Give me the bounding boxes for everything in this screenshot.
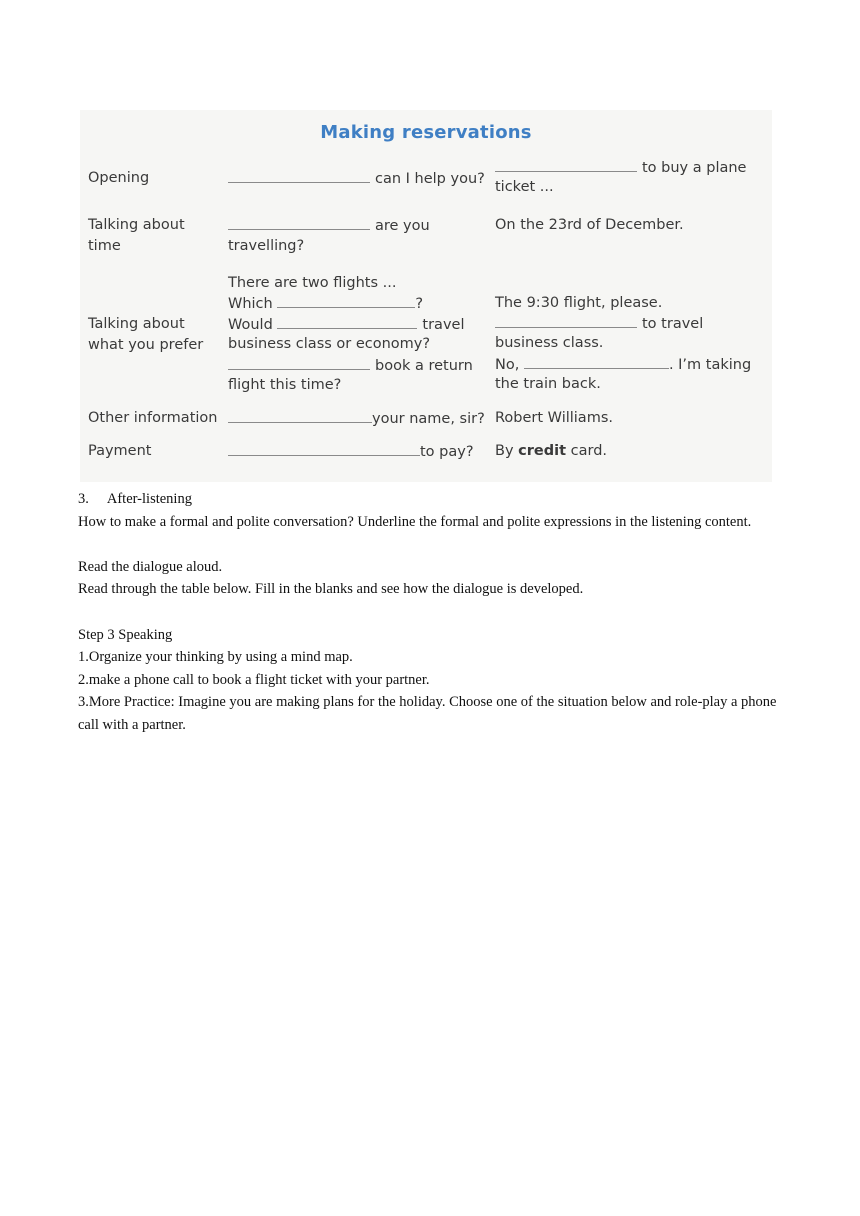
category-opening: Opening [88,170,150,186]
time-right: On the 23rd of December. [495,217,684,233]
prefer-mid-6: flight this time? [228,377,342,393]
opening-right-2: ticket ... [495,179,554,195]
category-other: Other information [88,410,218,426]
blank [228,168,370,183]
instruction-read-aloud: Read the dialogue aloud. [78,559,223,575]
step3-heading: Step 3 Speaking [78,627,173,643]
prefer-mid-5: book a return [228,355,473,376]
section-heading [78,488,778,511]
other-mid: your name, sir? [228,408,485,429]
instruction-underline: How to make a formal and polite conversation? Underline the formal and polite expressions in the listening content. [78,514,752,530]
blank [228,441,420,456]
category-time-1: Talking about [88,217,185,233]
category-payment: Payment [88,443,152,459]
prefer-right-3: business class. [495,335,604,351]
blank [228,355,370,370]
step3-item-3: 3.More Practice: Imagine you are making plans for the holiday. Choose one of the situation below and role-play a phone call with a partner. [78,694,777,733]
instruction-fill-blanks: Read through the table below. Fill in the blanks and see how the dialogue is developed. [78,581,584,597]
prefer-mid-4: business class or economy? [228,336,431,352]
payment-mid: to pay? [228,441,474,462]
prefer-right-4: No, . I’m taking [495,354,751,375]
blank [495,157,637,172]
blank [228,408,372,423]
blank [228,215,370,230]
step3-item-2: 2.make a phone call to book a flight ticket with your partner. [78,672,430,688]
blank [277,293,415,308]
category-prefer-1: Talking about [88,316,185,332]
blank [277,314,417,329]
section-number: 3. [78,491,89,507]
time-mid-1: are you [228,215,430,236]
section-title: After-listening [106,491,192,507]
prefer-right-5: the train back. [495,376,601,392]
blank [524,354,669,369]
prefer-mid-2: Which ? [228,293,423,314]
opening-right-1: to buy a plane [495,157,746,178]
prefer-right-2: to travel [495,313,703,334]
making-reservations-table [80,110,772,482]
payment-right: By credit card. [495,443,608,459]
step3-item-1: 1.Organize your thinking by using a mind map. [78,649,353,665]
opening-mid: can I help you? [228,168,485,189]
blank [495,313,637,328]
prefer-right-1: The 9:30 flight, please. [495,295,663,311]
table-title: Making reservations [320,122,532,143]
time-mid-2: travelling? [228,238,305,254]
prefer-mid-3: Would travel [228,314,464,335]
other-right: Robert Williams. [495,410,613,426]
category-prefer-2: what you prefer [88,337,204,353]
prefer-mid-1: There are two flights ... [228,275,397,291]
category-time-2: time [88,238,121,254]
